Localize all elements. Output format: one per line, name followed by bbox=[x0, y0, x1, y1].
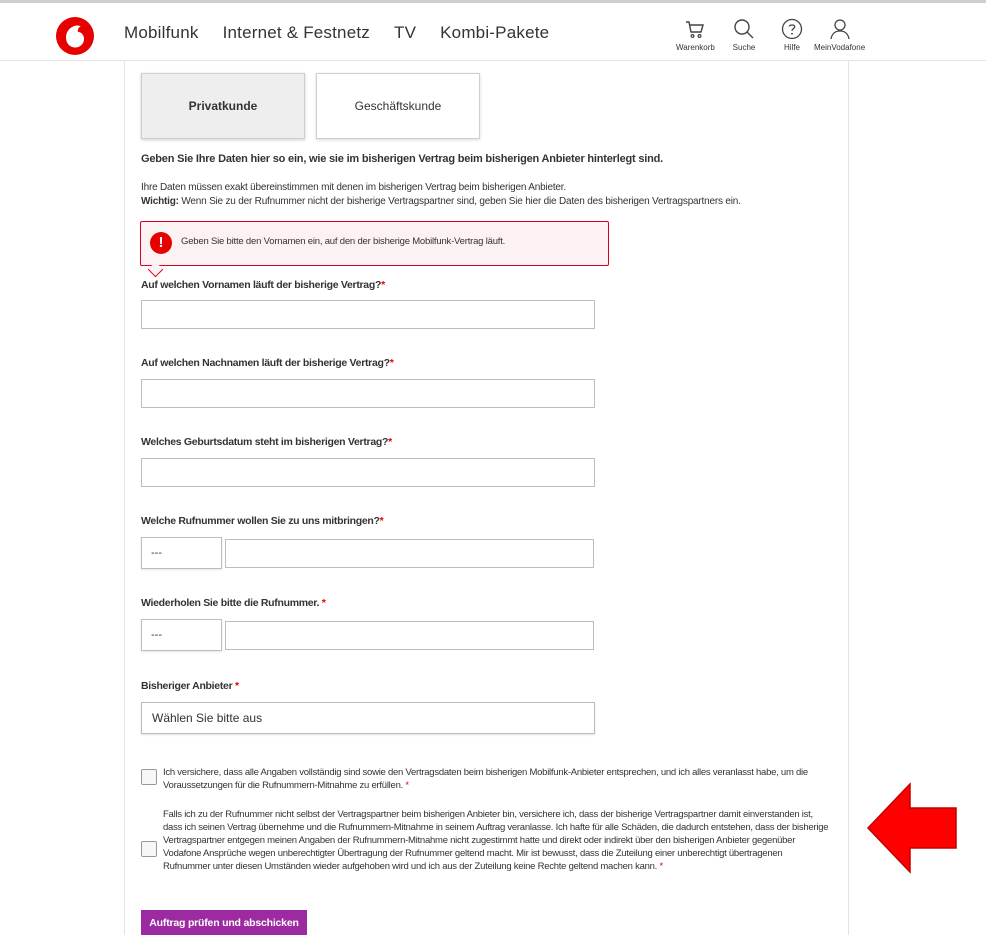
number-input[interactable] bbox=[225, 539, 594, 568]
number-label bbox=[141, 515, 383, 527]
site-header bbox=[0, 3, 986, 61]
help-label: Hilfe bbox=[783, 43, 800, 52]
confirm-data-text bbox=[163, 766, 828, 792]
search-label: Suche bbox=[732, 43, 756, 52]
required-mark: * bbox=[388, 436, 392, 448]
account-label: MeinVodafone bbox=[814, 43, 866, 52]
required-mark: * bbox=[321, 597, 326, 609]
required-mark: * bbox=[389, 357, 394, 369]
required-mark: * bbox=[379, 515, 384, 527]
birthdate-input[interactable] bbox=[141, 458, 595, 487]
cart-button[interactable] bbox=[676, 17, 715, 52]
main-nav bbox=[124, 23, 549, 43]
help-button[interactable] bbox=[780, 17, 804, 52]
provider-select[interactable]: Wählen Sie bitte aus bbox=[141, 702, 595, 734]
repeat-number-label-text: Wiederholen Sie bitte die Rufnummer. bbox=[141, 597, 320, 609]
intro-text bbox=[141, 181, 741, 209]
required-mark: * bbox=[234, 680, 239, 692]
required-mark: * bbox=[659, 861, 663, 872]
error-message: Geben Sie bitte den Vornamen ein, auf den der bisherige Mobilfunk-Vertrag läuft. bbox=[181, 236, 506, 247]
confirm-contract-partner-text bbox=[163, 808, 831, 873]
error-icon: ! bbox=[150, 232, 172, 254]
lastname-label bbox=[141, 357, 394, 369]
account-button[interactable] bbox=[814, 17, 865, 52]
lastname-label-text: Auf welchen Nachnamen läuft der bisherige Vertrag? bbox=[141, 357, 390, 369]
nav-tv[interactable]: TV bbox=[394, 23, 417, 42]
cart-icon bbox=[683, 17, 707, 41]
number-prefix-select[interactable]: --- bbox=[141, 537, 222, 569]
confirm-contract-partner-checkbox[interactable] bbox=[141, 841, 157, 857]
confirm-contract-partner-text-body: Falls ich zu der Rufnummer nicht selbst der Vertragspartner beim bisherigen Anbieter bin, versichere ich, dass der bisherige Vertragspartner damit einverstanden ist, dass ich seinen Vertrag übernehme und die Rufnummern-Mitnahme in seinem Auftrag veranlasse. Ich hafte für alle Schäden, die dadurch entstehen, dass der bisherige Vertragspartner entgegen meinen Angaben der Rufnummern-Mitnahme nicht zugestimmt hatte und direkt oder indirekt über den bisherigen Anbieter gegenüber Vodafone Ansprüche wegen unberechtigter Übertragung der Rufnummer geltend macht. Mir ist bewusst, dass die Zuteilung einer unberechtigt übertragenen Rufnummer unter diesen Umständen wieder aufgehoben wird und ich aus der Zuteilung keine Rechte geltend machen kann. bbox=[163, 809, 829, 872]
birthdate-label bbox=[141, 436, 392, 448]
repeat-prefix-select[interactable]: --- bbox=[141, 619, 222, 651]
required-mark: * bbox=[405, 780, 409, 791]
tab-privatkunde[interactable]: Privatkunde bbox=[141, 73, 305, 139]
repeat-number-input[interactable] bbox=[225, 621, 594, 650]
search-icon bbox=[732, 17, 756, 41]
help-icon bbox=[780, 17, 804, 41]
nav-internet-festnetz[interactable]: Internet & Festnetz bbox=[222, 23, 370, 42]
vodafone-logo-icon[interactable] bbox=[56, 17, 94, 55]
user-icon bbox=[828, 17, 852, 41]
intro-line-1: Ihre Daten müssen exakt übereinstimmen mit denen im bisherigen Vertrag beim bisherigen Anbieter. bbox=[141, 182, 566, 193]
firstname-label-text: Auf welchen Vornamen läuft der bisherige Vertrag? bbox=[141, 279, 382, 291]
red-arrow-annotation bbox=[866, 780, 958, 876]
firstname-label bbox=[141, 279, 385, 291]
provider-label-text: Bisheriger Anbieter bbox=[141, 680, 233, 692]
confirm-data-text-body: Ich versichere, dass alle Angaben vollständig sind sowie den Vertragsdaten beim bisherigen Mobilfunk-Anbieter entsprechen, und ich alles veranlasst habe, um die Voraussetzungen für die Rufnummern-Mitnahme zu erfüllen. bbox=[163, 767, 808, 791]
firstname-input[interactable] bbox=[141, 300, 595, 329]
provider-label bbox=[141, 680, 239, 692]
lastname-input[interactable] bbox=[141, 379, 595, 408]
repeat-number-label bbox=[141, 597, 326, 609]
intro-heading: Geben Sie Ihre Daten hier so ein, wie sie im bisherigen Vertrag beim bisherigen Anbieter hinterlegt sind. bbox=[141, 153, 664, 165]
important-label: Wichtig: bbox=[141, 196, 179, 207]
submit-order-button[interactable]: Auftrag prüfen und abschicken bbox=[141, 910, 307, 935]
intro-line-2 bbox=[141, 195, 741, 209]
cart-label: Warenkorb bbox=[676, 43, 715, 52]
important-text: Wenn Sie zu der Rufnummer nicht der bisherige Vertragspartner sind, geben Sie hier die Daten des bisherigen Vertragspartners ein. bbox=[181, 196, 741, 207]
birthdate-label-text: Welches Geburtsdatum steht im bisherigen Vertrag? bbox=[141, 436, 389, 448]
nav-mobilfunk[interactable]: Mobilfunk bbox=[124, 23, 199, 42]
required-mark: * bbox=[381, 279, 385, 291]
number-label-text: Welche Rufnummer wollen Sie zu uns mitbringen? bbox=[141, 515, 380, 527]
confirm-data-checkbox[interactable] bbox=[141, 769, 157, 785]
search-button[interactable] bbox=[732, 17, 756, 52]
tab-geschaeftskunde[interactable]: Geschäftskunde bbox=[316, 73, 480, 139]
nav-kombi-pakete[interactable]: Kombi-Pakete bbox=[440, 23, 550, 42]
